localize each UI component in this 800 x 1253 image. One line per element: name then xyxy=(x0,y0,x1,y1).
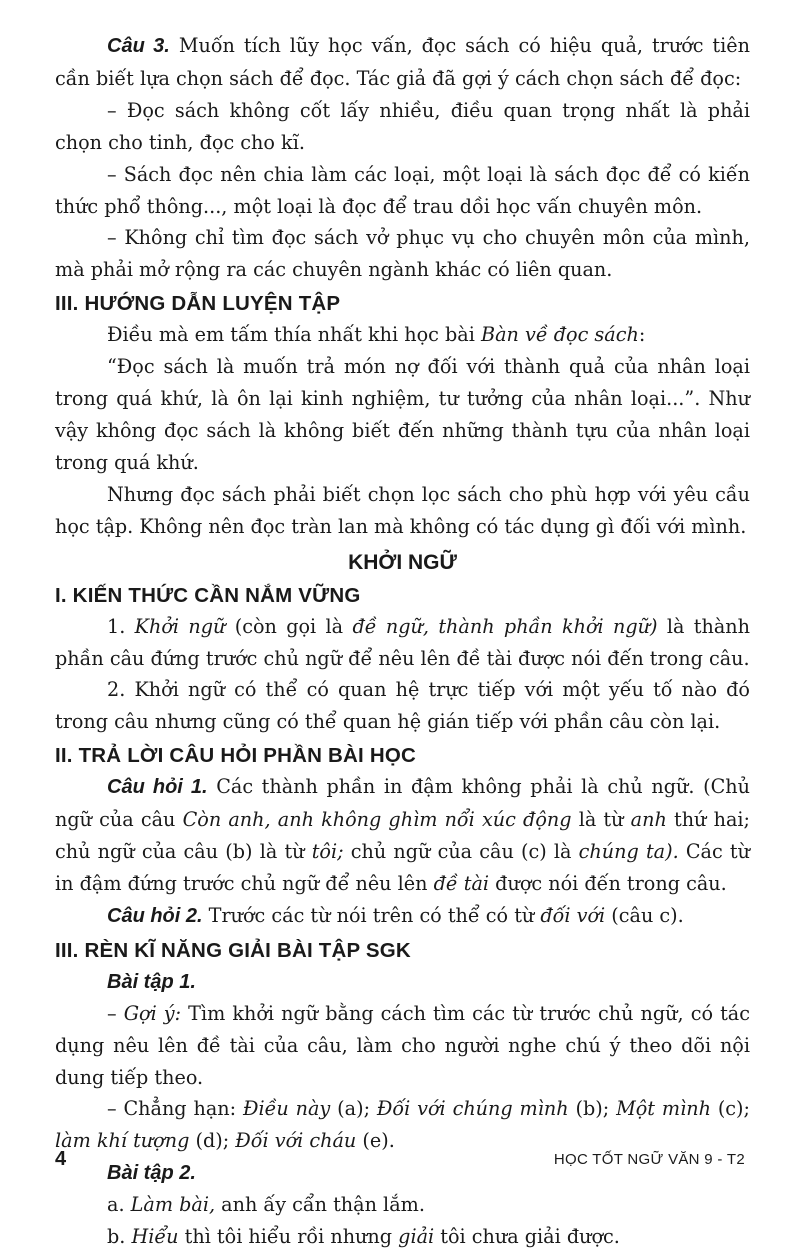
bt1-ex-d: làm khí tượng xyxy=(55,1129,190,1153)
bt1-ex-a: Điều này xyxy=(242,1097,331,1121)
page-number: 4 xyxy=(55,1148,67,1170)
practice-intro xyxy=(55,319,750,351)
exercise-2-a xyxy=(55,1189,750,1221)
q1-text-d: chủ ngữ của câu (c) là xyxy=(343,840,579,864)
running-head: HỌC TỐT NGỮ VĂN 9 - T2 xyxy=(553,1151,745,1168)
q1-text-e: Các từ in đậm đứng trước chủ ngữ để nêu lên xyxy=(55,840,750,895)
section-heading-practice: III. HƯỚNG DẪN LUYỆN TẬP xyxy=(55,292,341,316)
exercise-2-b xyxy=(55,1221,750,1253)
bt1-ex-d-tag: (d); xyxy=(189,1129,236,1153)
cau3-bullet-3: – Không chỉ tìm đọc sách vở phục vụ cho chuyên môn của mình, mà phải mở rộng ra các chuyên ngành khác có liên quan. xyxy=(55,226,750,282)
q1-lead: Câu hỏi 1. xyxy=(107,776,208,799)
page-content xyxy=(55,30,750,1253)
bt1-ex-c: Một mình xyxy=(616,1097,711,1121)
bt2-b-lead: b. xyxy=(107,1225,132,1249)
cau3-bullet-1: – Đọc sách không cốt lấy nhiều, điều quan trọng nhất là phải chọn cho tinh, đọc cho kĩ. xyxy=(55,98,750,154)
section-heading-answers: II. TRẢ LỜI CÂU HỎI PHẦN BÀI HỌC xyxy=(55,744,416,768)
cau3-bullet-2: – Sách đọc nên chia làm các loại, một loại là sách đọc để có kiến thức phổ thông..., một loại là đọc để trau dồi học vấn chuyên môn. xyxy=(55,162,750,218)
bt1-ex-a-tag: (a); xyxy=(330,1097,377,1121)
kp1-text-b: là thành phần câu đứng trước chủ ngữ để nêu lên đề tài được nói đến trong câu. xyxy=(55,614,751,670)
q1-sentence: Còn anh, anh không ghìm nổi xúc động xyxy=(182,808,572,832)
cau3-lead: Câu 3. xyxy=(107,35,170,57)
lesson-title: KHỞI NGỮ xyxy=(348,550,457,574)
kp1-number: 1. xyxy=(107,614,135,638)
practice-quote: “Đọc sách là muốn trả món nợ đối với thành quả của nhân loại trong quá khứ, là ôn lại kinh nghiệm, tư tưởng của nhân loại...”. Như vậy không đọc sách là không biết đến những thành tựu của nhân loại trong quá khứ. xyxy=(55,355,750,474)
exercise-1-title: Bài tập 1. xyxy=(107,970,196,993)
q1-word-detai: đề tài xyxy=(433,871,490,895)
q1-word-anh: anh xyxy=(630,808,667,832)
knowledge-point-2: 2. Khởi ngữ có thể có quan hệ trực tiếp với một yếu tố nào đó trong câu nhưng cũng có thể quan hệ gián tiếp với phần câu còn lại. xyxy=(55,678,750,734)
q2-word-doivoi: đối với xyxy=(540,903,606,927)
bt2-a-text: anh ấy cẩn thận lắm. xyxy=(215,1193,425,1217)
bt1-hint-dash: – xyxy=(107,1001,124,1025)
practice-intro-text: Điều mà em tấm thía nhất khi học bài xyxy=(107,323,481,347)
exercise-1-hint xyxy=(55,998,750,1094)
bt2-b-term: Hiểu xyxy=(131,1225,179,1249)
bt1-ex-b-tag: (b); xyxy=(568,1097,617,1121)
section-heading-knowledge: I. KIẾN THỨC CẦN NẮM VỮNG xyxy=(55,583,361,607)
q1-text-f: được nói đến trong câu. xyxy=(489,871,727,895)
bt2-a-lead: a. xyxy=(107,1193,131,1217)
bt2-b-text-2: tôi chưa giải được. xyxy=(434,1225,620,1249)
q1-word-chungta: chúng ta). xyxy=(578,840,679,864)
page-footer xyxy=(0,1148,800,1178)
bt1-ex-e: Đối với cháu xyxy=(235,1129,357,1153)
kp1-term: Khởi ngữ xyxy=(134,614,226,638)
bt1-ex-lead: – Chẳng hạn: xyxy=(107,1097,243,1121)
bt1-ex-e-tag: (e). xyxy=(356,1129,395,1153)
q2-text-b: (câu c). xyxy=(605,903,684,927)
section-heading-exercises: III. RÈN KĨ NĂNG GIẢI BÀI TẬP SGK xyxy=(55,938,411,962)
question-1-answer xyxy=(55,771,750,900)
kp1-alt-terms: đề ngữ, thành phần khởi ngữ) xyxy=(352,614,658,638)
knowledge-point-1 xyxy=(55,611,750,675)
q1-text-b: là từ xyxy=(571,808,631,832)
q2-text-a: Trước các từ nói trên có thể có từ xyxy=(202,903,541,927)
q2-lead: Câu hỏi 2. xyxy=(107,904,203,927)
cau3-paragraph xyxy=(55,30,750,95)
bt1-hint-label: Gợi ý: xyxy=(123,1001,182,1025)
bt2-a-term: Làm bài, xyxy=(130,1193,216,1217)
q1-text-c: thứ hai; chủ ngữ của câu (b) là từ xyxy=(55,808,750,864)
bt1-ex-c-tag: (c); xyxy=(710,1097,750,1121)
bt1-hint-text: Tìm khởi ngữ bằng cách tìm các từ trước chủ ngữ, có tác dụng nêu lên đề tài của câu, làm cho người nghe chú ý theo dõi nội dung tiếp theo. xyxy=(55,1001,750,1089)
cau3-text: Muốn tích lũy học vấn, đọc sách có hiệu quả, trước tiên cần biết lựa chọn sách để đọc. Tác giả đã gợi ý cách chọn sách để đọc: xyxy=(55,34,750,90)
practice-intro-end: : xyxy=(638,323,646,347)
practice-intro-title: Bàn về đọc sách xyxy=(481,323,639,347)
question-2-answer xyxy=(55,900,750,933)
exercise-2-title: Bài tập 2. xyxy=(107,1162,196,1185)
bt1-ex-b: Đối với chúng mình xyxy=(376,1097,569,1121)
bt2-b-text-1: thì tôi hiểu rồi nhưng xyxy=(178,1225,399,1249)
q1-text-a: Các thành phần in đậm không phải là chủ ngữ. (Chủ ngữ của câu xyxy=(55,775,750,832)
kp1-text-a: (còn gọi là xyxy=(225,614,353,638)
practice-closing: Nhưng đọc sách phải biết chọn lọc sách cho phù hợp với yêu cầu học tập. Không nên đọc tràn lan mà không có tác dụng gì đối với mình. xyxy=(55,482,750,538)
bt2-b-term-2: giải xyxy=(398,1225,435,1249)
q1-word-toi: tôi; xyxy=(311,840,344,864)
